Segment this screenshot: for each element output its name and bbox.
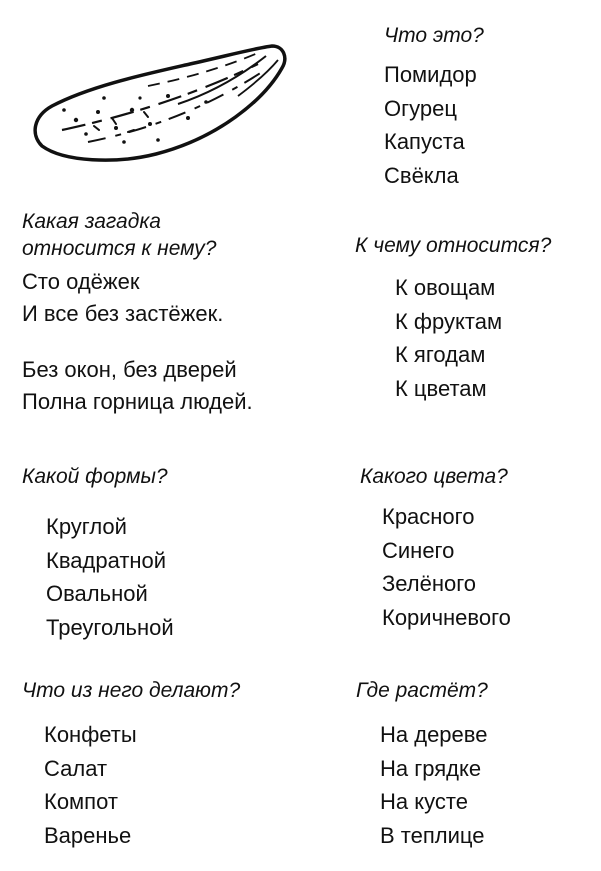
section-what-is-it <box>384 22 484 192</box>
section-where-grows <box>356 677 488 852</box>
option-compote[interactable]: Компот <box>44 789 118 814</box>
option-salad[interactable]: Салат <box>44 755 108 781</box>
option-square[interactable]: Квадратной <box>46 547 167 573</box>
option-flowers[interactable]: К цветам <box>395 375 487 401</box>
section-category <box>355 232 551 405</box>
question-riddle-line1: Какая загадка <box>22 210 161 233</box>
cucumber-illustration <box>28 38 288 168</box>
question-color: Какого цвета? <box>360 465 508 488</box>
option-fruits[interactable]: К фруктам <box>395 308 503 334</box>
option-in-garden-bed[interactable]: На грядке <box>380 755 482 781</box>
option-round[interactable]: Круглой <box>46 514 127 539</box>
riddle-1-line-1: Сто одёжек <box>22 269 140 294</box>
option-berries[interactable]: К ягодам <box>395 342 486 367</box>
option-candies[interactable]: Конфеты <box>44 722 137 747</box>
riddle-2-line-2: Полна горница людей. <box>22 389 253 414</box>
riddle-option-1[interactable] <box>22 266 253 330</box>
option-brown[interactable]: Коричневого <box>382 604 511 630</box>
option-on-tree[interactable]: На дереве <box>380 722 488 747</box>
section-made-from <box>22 677 240 852</box>
question-riddle-line2: относится к нему? <box>22 237 217 260</box>
option-vegetables[interactable]: К овощам <box>395 275 496 300</box>
option-cucumber[interactable]: Огурец <box>384 95 457 121</box>
option-cabbage[interactable]: Капуста <box>384 129 465 154</box>
option-triangular[interactable]: Треугольной <box>46 614 174 640</box>
section-color <box>360 463 511 634</box>
question-shape: Какой формы? <box>22 465 168 488</box>
option-red[interactable]: Красного <box>382 504 475 529</box>
option-in-greenhouse[interactable]: В теплице <box>380 822 485 848</box>
riddle-2-line-1: Без окон, без дверей <box>22 357 237 382</box>
section-shape <box>22 463 174 644</box>
riddle-option-2[interactable] <box>22 354 253 418</box>
riddle-1-line-2: И все без застёжек. <box>22 301 224 326</box>
option-oval[interactable]: Овальной <box>46 581 148 606</box>
option-tomato[interactable]: Помидор <box>384 62 477 87</box>
option-jam[interactable]: Варенье <box>44 822 132 848</box>
question-where-grows: Где растёт? <box>356 679 488 702</box>
question-what-is-it: Что это? <box>384 24 484 47</box>
option-green[interactable]: Зелёного <box>382 571 477 596</box>
question-made-from: Что из него делают? <box>22 679 241 702</box>
option-on-bush[interactable]: На кусте <box>380 789 468 814</box>
option-blue[interactable]: Синего <box>382 537 455 563</box>
option-beet[interactable]: Свёкла <box>384 162 459 188</box>
question-category: К чему относится? <box>355 234 552 257</box>
section-riddle <box>22 208 253 418</box>
